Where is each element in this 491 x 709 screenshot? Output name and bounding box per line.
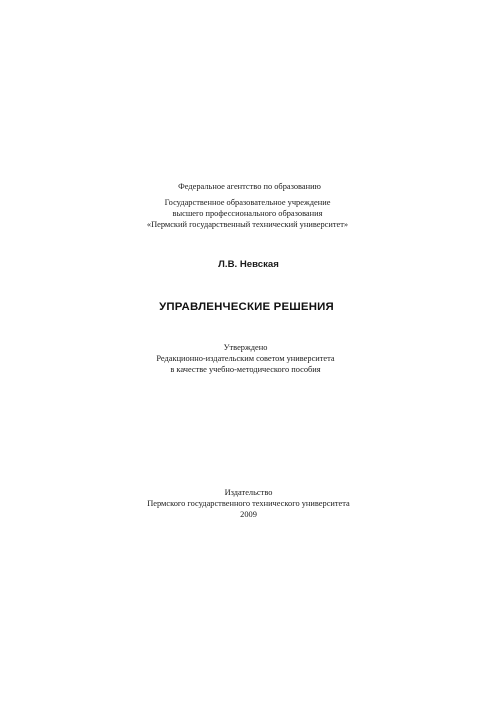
author-name [3, 259, 491, 270]
institution-line-2: высшего профессионального образования [172, 209, 323, 218]
author-line: Л.В. Невская [218, 259, 279, 270]
agency-line: Федеральное агентство по образованию [178, 182, 321, 191]
book-title [1, 301, 491, 313]
publication-year: 2009 [240, 510, 257, 519]
publisher-line-2: Пермского государственного технического университета [147, 499, 350, 508]
institution-line-3: «Пермский государственный технический университет» [146, 220, 349, 229]
publisher-line-1: Издательство [224, 488, 273, 497]
approval-line-2: Редакционно-издательским советом университета [156, 354, 335, 363]
approval-line-1: Утверждено [223, 343, 268, 352]
approval-line-3: в качестве учебно-методического пособия [170, 365, 321, 374]
institution-name [2, 197, 491, 230]
institution-line-1: Государственное образовательное учреждение [164, 198, 331, 207]
approval-note [0, 342, 491, 375]
agency-name [4, 181, 491, 192]
title-line: УПРАВЛЕНЧЕСКИЕ РЕШЕНИЯ [159, 301, 334, 313]
publisher-info [3, 487, 491, 520]
